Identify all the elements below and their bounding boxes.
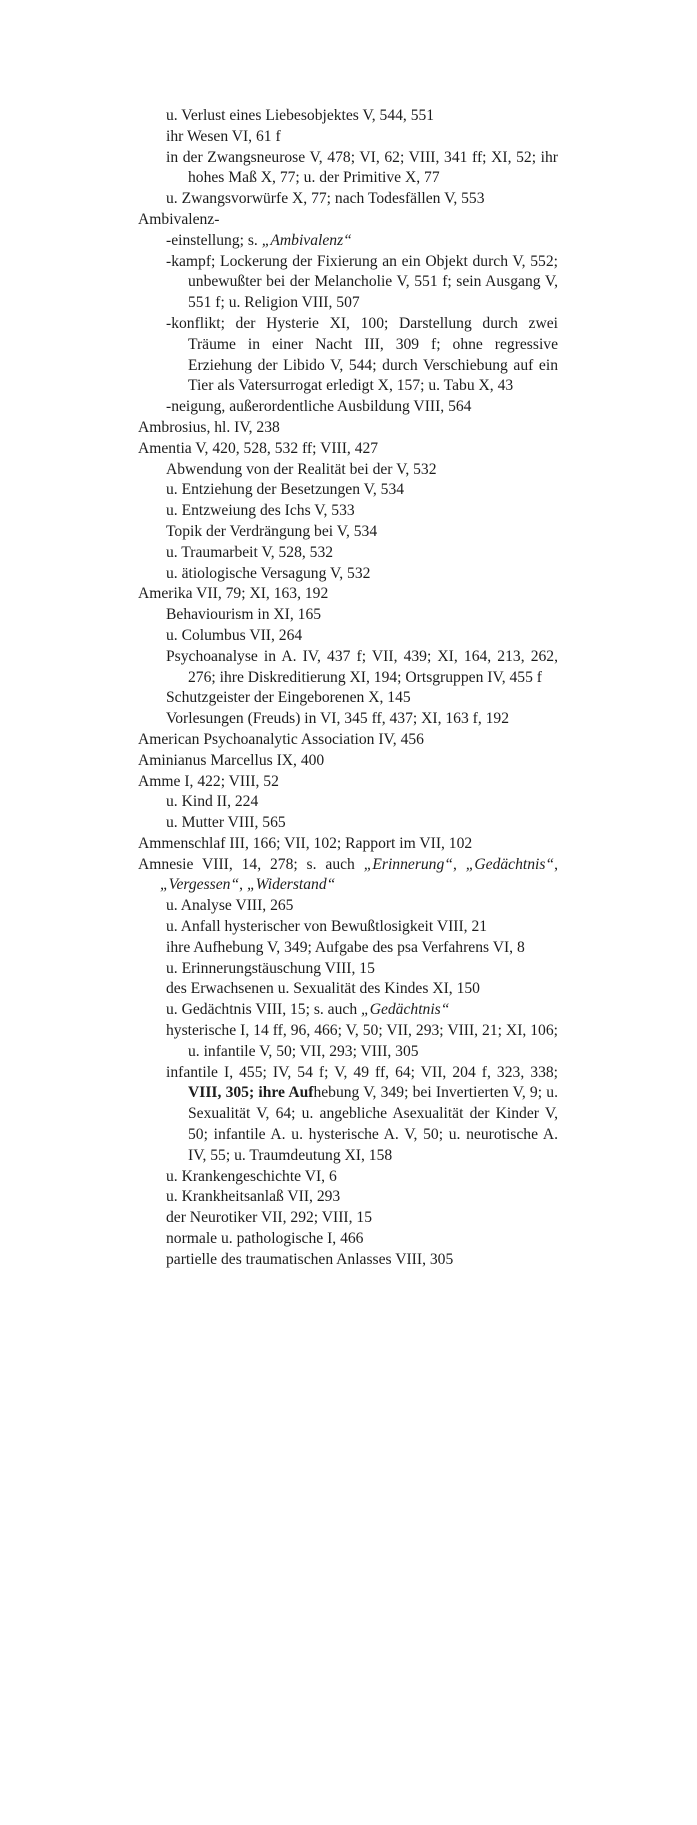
index-subentry: -kampf; Lockerung der Fixierung an ein Objekt durch V, 552; unbewußter bei der Melancholie V, 551 f; sein Ausgang V, 551 f; u. Religion VIII, 507	[166, 252, 558, 312]
index-entry: Amerika VII, 79; XI, 163, 192	[138, 585, 329, 603]
index-subentry: u. Anfall hysterischer von Bewußtlosigkeit VIII, 21	[166, 918, 488, 936]
index-subentry: ihr Wesen VI, 61 f	[166, 127, 281, 145]
index-subentry: u. Analyse VIII, 265	[166, 897, 294, 915]
index-subentry: der Neurotiker VII, 292; VIII, 15	[166, 1209, 372, 1227]
index-subentry: u. Krankengeschichte VI, 6	[166, 1167, 337, 1185]
index-subentry: u. ätiologische Versagung V, 532	[166, 564, 371, 582]
index-subentry: u. Entzweiung des Ichs V, 533	[166, 502, 355, 520]
index-subentry: infantile I, 455; IV, 54 f; V, 49 ff, 64; VII, 204 f, 323, 338; VIII, 305; ihre Aufhebung V, 349; bei Invertierten V, 9; u. Sexualität V, 64; u. angebliche Asexualität der Kinder V, 50; infantile A. u. hysterische A. V, 50; u. neurotische A. IV, 55; u. Traumdeutung XI, 158	[166, 1063, 558, 1164]
index-subentry: ihre Aufhebung V, 349; Aufgabe des psa Verfahrens VI, 8	[166, 938, 525, 956]
index-subentry: u. Mutter VIII, 565	[166, 814, 286, 832]
index-subentry: hysterische I, 14 ff, 96, 466; V, 50; VII, 293; VIII, 21; XI, 106; u. infantile V, 50; VII, 293; VIII, 305	[166, 1022, 558, 1060]
index-subentry: u. Verlust eines Liebesobjektes V, 544, 551	[166, 107, 435, 124]
index-subentry: u. Entziehung der Besetzungen V, 534	[166, 481, 405, 499]
index-subentry: u. Gedächtnis VIII, 15; s. auch „Gedächtnis“	[166, 1001, 450, 1019]
index-subentry: -einstellung; s. „Ambivalenz“	[166, 231, 352, 249]
index-subentry: u. Traumarbeit V, 528, 532	[166, 543, 334, 561]
index-entry: Ambivalenz-	[138, 210, 220, 228]
index-subentry: u. Columbus VII, 264	[166, 626, 303, 644]
index-entry: Ambrosius, hl. IV, 238	[138, 418, 280, 436]
index-subentry: u. Erinnerungstäuschung VIII, 15	[166, 959, 375, 977]
index-entry: American Psychoanalytic Association IV, 456	[138, 730, 424, 748]
index-column	[138, 106, 558, 1271]
index-subentry: Topik der Verdrängung bei V, 534	[166, 522, 378, 540]
index-subentry: u. Kind II, 224	[166, 793, 259, 811]
index-subentry: Behaviourism in XI, 165	[166, 606, 322, 624]
index-subentry: partielle des traumatischen Anlasses VIII, 305	[166, 1250, 454, 1268]
index-subentry: Psychoanalyse in A. IV, 437 f; VII, 439; XI, 164, 213, 262, 276; ihre Diskreditierung XI, 194; Ortsgruppen IV, 455 f	[166, 647, 558, 686]
index-subentry: Vorlesungen (Freuds) in VI, 345 ff, 437; XI, 163 f, 192	[166, 710, 510, 728]
index-entry: Aminianus Marcellus IX, 400	[138, 751, 325, 769]
index-entry: Amnesie VIII, 14, 278; s. auch „Erinnerung“, „Gedächtnis“, „Vergessen“, „Widerstand“	[138, 855, 558, 894]
index-subentry: normale u. pathologische I, 466	[166, 1230, 364, 1248]
index-entry: Ammenschlaf III, 166; VII, 102; Rapport im VII, 102	[138, 834, 473, 852]
index-subentry: des Erwachsenen u. Sexualität des Kindes XI, 150	[166, 980, 480, 998]
index-subentry: -neigung, außerordentliche Ausbildung VIII, 564	[166, 398, 472, 416]
index-entry: Amentia V, 420, 528, 532 ff; VIII, 427	[138, 439, 379, 457]
index-subentry: -konflikt; der Hysterie XI, 100; Darstellung durch zwei Träume in einer Nacht III, 309 f; ohne regressive Erziehung der Libido V, 544; durch Verschiebung auf ein Tier als Vatersurrogat erledigt X, 157; u. Tabu X, 43	[166, 314, 558, 395]
index-subentry: in der Zwangsneurose V, 478; VI, 62; VIII, 341 ff; XI, 52; ihr hohes Maß X, 77; u. der Primitive X, 77	[166, 148, 558, 187]
index-entry: Amme I, 422; VIII, 52	[138, 772, 279, 790]
index-subentry: Schutzgeister der Eingeborenen X, 145	[166, 689, 411, 707]
index-subentry: u. Zwangsvorwürfe X, 77; nach Todesfällen V, 553	[166, 190, 485, 208]
index-subentry: u. Krankheitsanlaß VII, 293	[166, 1188, 341, 1206]
index-subentry: Abwendung von der Realität bei der V, 532	[166, 460, 437, 478]
